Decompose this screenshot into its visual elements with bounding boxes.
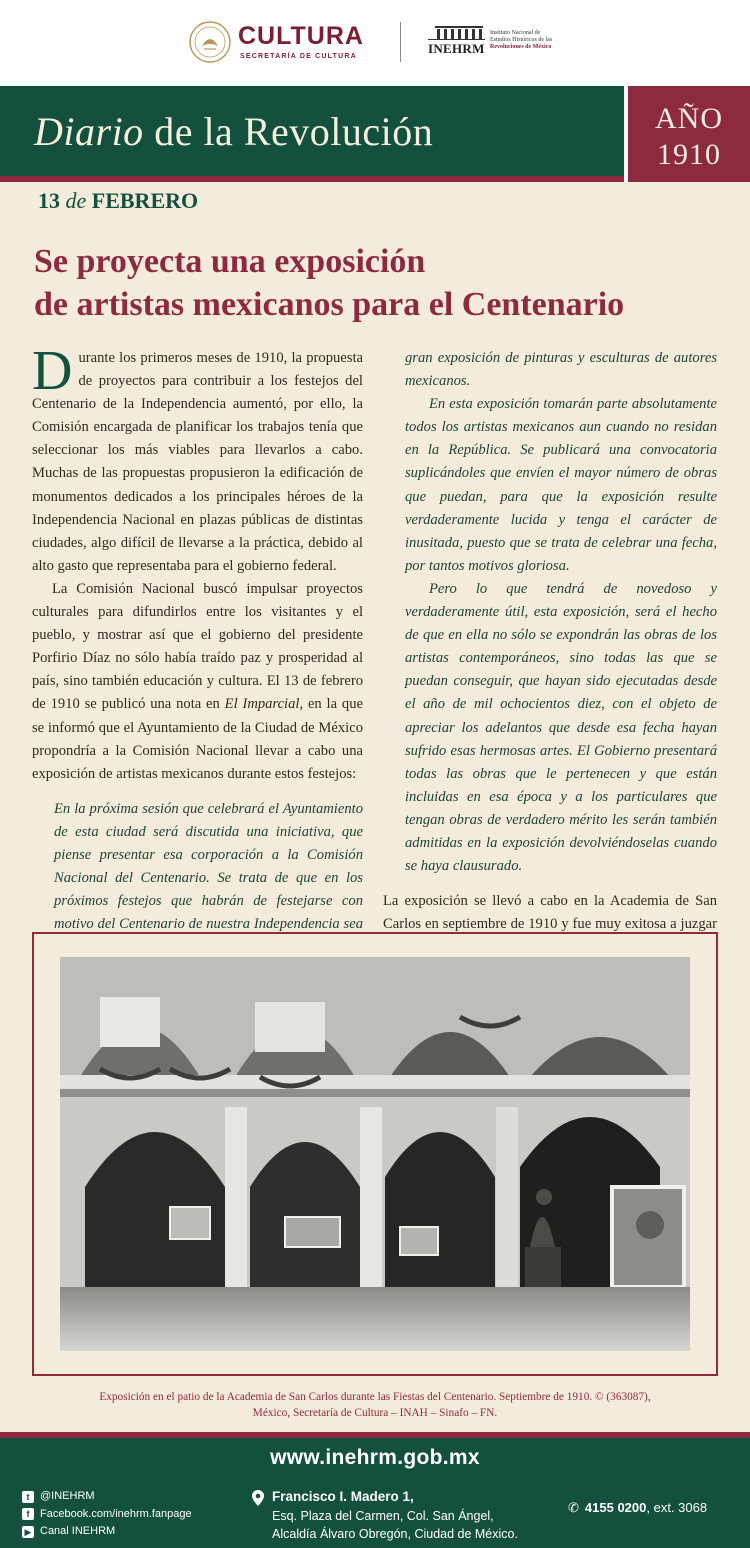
- phone-main: 4155 0200: [584, 1500, 647, 1515]
- photo-caption: [30, 1389, 720, 1421]
- paragraph: [32, 578, 363, 786]
- twitter-handle: @INEHRM: [40, 1490, 95, 1502]
- logo-bar: [0, 0, 750, 86]
- date-day: 13: [38, 188, 60, 213]
- quote-paragraph: Pero lo que tendrá de novedoso y verdaderamente útil, esta exposición, será el hecho de que en ella no sólo se expondrán las obras de los artistas contemporáneos, sino todas las que se puedan conseguir, que hayan sido ejecutadas desde el año de mil ochocientos diez, con el objeto de apreciar los adelantos que desde esa fecha hayan sufrido esas hermosas artes. El Gobierno presentará todas las obras que le pertenecen y que están incluidas en esa época y a los particulares que tengan obras de verdadero mérito les serán también admitidas en la exposición devolviéndoselas cuando se haya clausurado.: [405, 580, 717, 875]
- headline-line: de artistas mexicanos para el Centenario: [34, 286, 625, 323]
- inehrm-logo[interactable]: [428, 24, 568, 60]
- address-street: Francisco I. Madero 1,: [272, 1489, 414, 1504]
- footer-stripe: [0, 1432, 750, 1438]
- closing-paragraph: La exposición se llevó a cabo en la Academia de San Carlos en septiembre de 1910 y fue muy exitosa a juzgar: [383, 893, 717, 933]
- address-line: Esq. Plaza del Carmen, Col. San Ángel,: [272, 1508, 494, 1523]
- logo-divider: [400, 22, 401, 62]
- twitter-icon: t: [22, 1491, 34, 1503]
- date-month: FEBRERO: [91, 188, 199, 213]
- date-de: de: [65, 188, 87, 213]
- courtyard-illustration: [60, 957, 690, 1351]
- newspaper-title: El Imparcial: [224, 696, 300, 713]
- address: [252, 1488, 518, 1544]
- article-headline: [34, 240, 724, 326]
- youtube-channel: Canal INEHRM: [40, 1525, 116, 1537]
- national-seal-icon: [188, 20, 232, 64]
- facebook-icon: f: [22, 1508, 34, 1520]
- paragraph: [32, 340, 363, 578]
- facebook-link[interactable]: [22, 1506, 192, 1524]
- cultura-wordmark: CULTURA: [238, 22, 364, 50]
- historic-photo-academia-san-carlos: [60, 957, 690, 1351]
- drop-cap: D: [32, 340, 73, 402]
- inehrm-wordmark: INEHRM: [428, 41, 485, 56]
- building-icon: [434, 24, 484, 40]
- youtube-icon: ▶: [22, 1526, 34, 1538]
- year-label: AÑO: [655, 102, 723, 135]
- year-value: 1910: [657, 138, 721, 171]
- block-quote-continued: [383, 347, 717, 878]
- location-pin-icon: [252, 1490, 264, 1506]
- social-links: [22, 1488, 192, 1541]
- facebook-url: Facebook.com/inehrm.fanpage: [40, 1507, 192, 1520]
- twitter-link[interactable]: [22, 1488, 192, 1506]
- website-link[interactable]: www.inehrm.gob.mx: [270, 1446, 480, 1469]
- phone-icon: ✆: [568, 1500, 579, 1515]
- phone-number[interactable]: [568, 1500, 707, 1516]
- address-line: Alcaldía Álvaro Obregón, Ciudad de México.: [272, 1527, 518, 1541]
- caption-line: Exposición en el patio de la Academia de San Carlos durante las Fiestas del Centenario. Septiembre de 1910. © (363087),: [99, 1391, 651, 1403]
- youtube-link[interactable]: [22, 1523, 192, 1541]
- footer: [0, 1432, 750, 1548]
- year-badge: [624, 86, 750, 182]
- headline-line: Se proyecta una exposición: [34, 243, 426, 280]
- inehrm-fullname-line: Revoluciones de México: [490, 44, 552, 50]
- phone-extension: , ext. 3068: [646, 1500, 708, 1515]
- article-column-right: [383, 347, 717, 959]
- block-quote: En la próxima sesión que celebrará el Ayuntamiento de esta ciudad será discutida una iniciativa, que piense presentar esa corporación a la Comisión Nacional del Centenario. Se trata de que en los próximos festejos que habrán de festejarse con motivo del Centenario de nuestra Independencia sea: [54, 800, 363, 933]
- paragraph-text: La Comisión Nacional buscó impulsar proyectos culturales para difundirlos entre los visitantes y el pueblo, y mostrar así que el gobierno del presidente Porfirio Díaz no sólo había traído paz y prosperidad al país, sino también educación y cultura. El 13 de febrero de 1910 se publicó una nota en: [32, 580, 363, 713]
- series-title-italic: Diario: [34, 109, 144, 154]
- article-date: [38, 188, 198, 214]
- caption-line: México, Secretaría de Cultura – INAH – Sinafo – FN.: [252, 1407, 498, 1419]
- paragraph-text: urante los primeros meses de 1910, la propuesta de proyectos para contribuir a los festejos del Centenario de la Independencia aumentó, por ello, la Comisión encargada de planificar los trabajos tenía que seleccionar los más viables para llevarlos a cabo. Muchas de las propuestas propusieron la edificación de monumentos dedicados a los principales héroes de la Independencia Nacional en plazas públicas de distintas ciudades, algo difícil de llevarse a la práctica, debido al alto gasto que representaba para el gobierno federal.: [32, 350, 363, 574]
- cultura-subtitle: SECRETARÍA DE CULTURA: [240, 53, 357, 60]
- series-title: [34, 108, 433, 155]
- cultura-logo[interactable]: [188, 20, 378, 66]
- series-title-rest: de la Revolución: [143, 109, 434, 154]
- paragraph-text: , en la que se informó que el Ayuntamiento de la Ciudad de México propondría a la Comisión Nacional llevar a cabo una exposición de artistas mexicanos durante estos festejos:: [32, 696, 363, 782]
- quote-paragraph: En esta exposición tomarán parte absolutamente todos los artistas mexicanos aun cuando no residan en la República. Se publicará una convocatoria suplicándoles que envíen el mayor número de obras que puedan, para que la exposición resulte verdaderamente lucida y tenga el carácter de inusitada, puesto que se trata de celebrar una fecha, por tantos motivos gloriosa.: [405, 396, 717, 574]
- quote-paragraph: gran exposición de pinturas y esculturas de autores mexicanos.: [405, 350, 717, 390]
- article-column-left: [32, 340, 363, 959]
- inehrm-fullname-line: Instituto Nacional de: [490, 30, 541, 36]
- inehrm-fullname-line: Estudios Históricos de las: [490, 37, 553, 43]
- inehrm-fullname: [490, 30, 570, 51]
